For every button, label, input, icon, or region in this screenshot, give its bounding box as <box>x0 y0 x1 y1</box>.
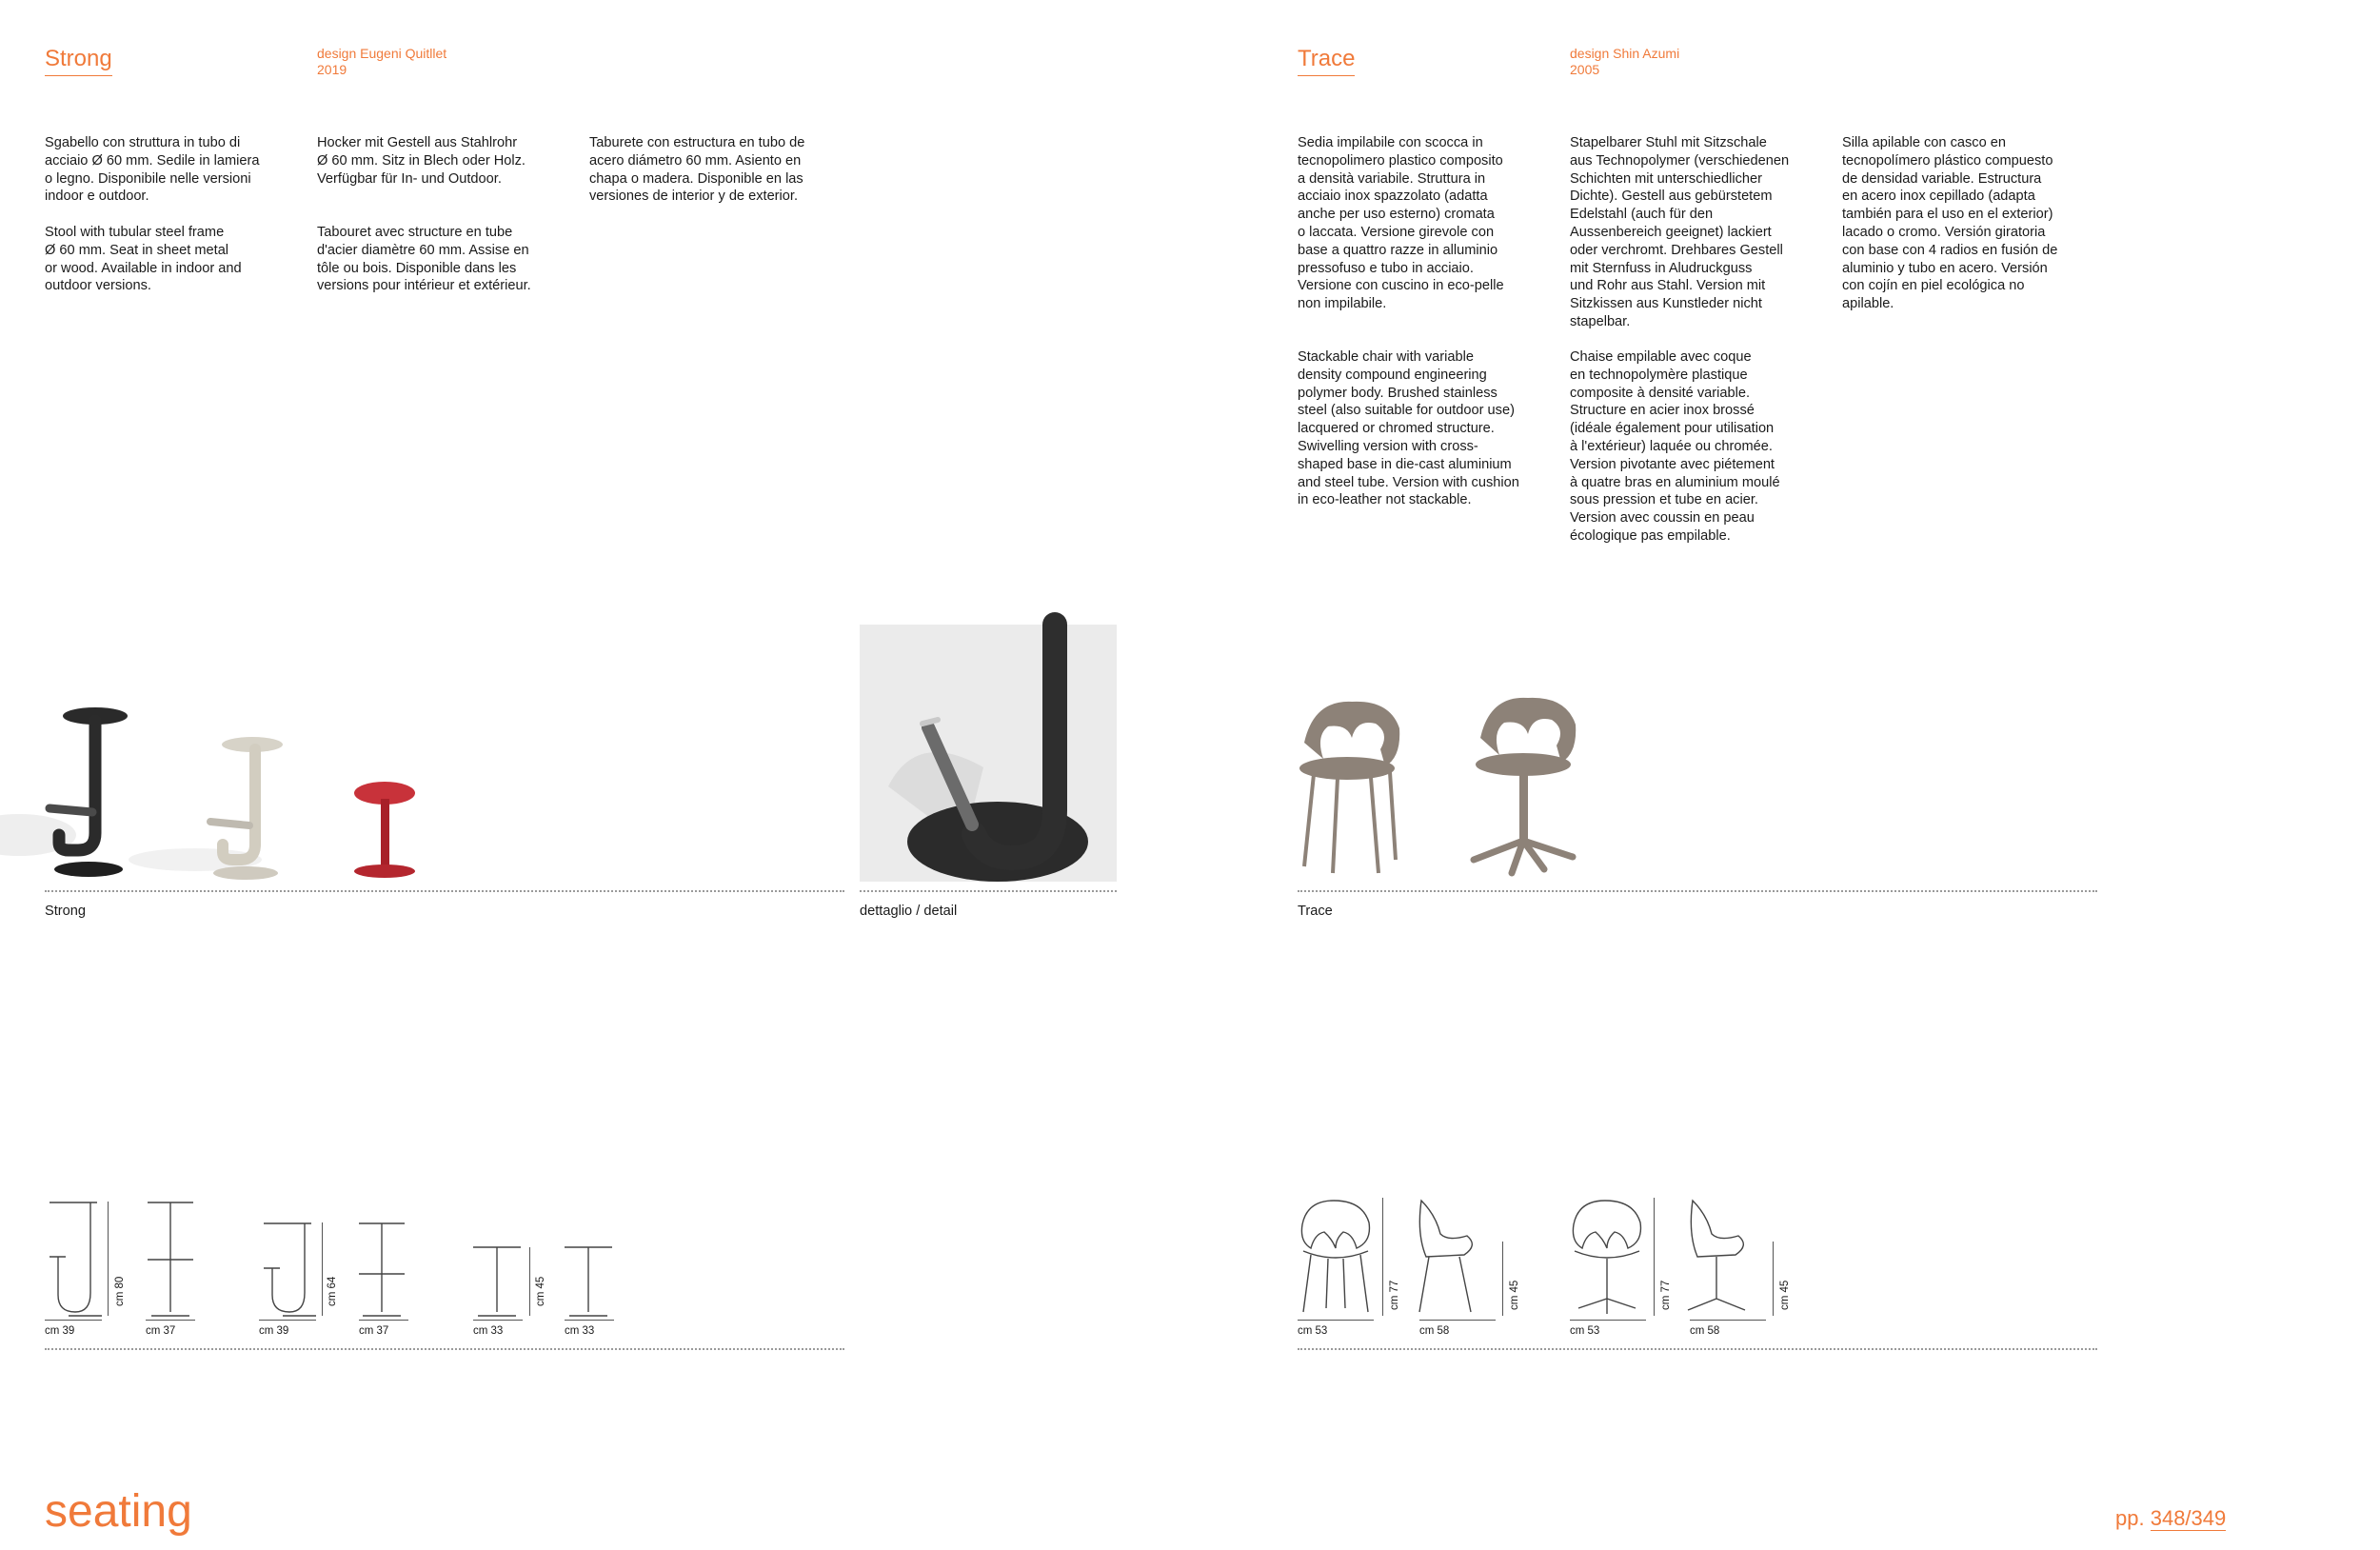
dim-line <box>146 1320 195 1321</box>
trace-photo-divider <box>1298 890 2097 892</box>
dim-height: cm 45 <box>535 1276 546 1306</box>
description-fr: Tabouret avec structure en tube d'acier diamètre 60 mm. Assise en tôle ou bois. Disponible dans les versions pour intérieur et extérieur. <box>317 225 531 294</box>
design-year: 2019 <box>317 62 347 77</box>
pages-range: 348/349 <box>2150 1506 2227 1530</box>
product-title: Trace <box>1298 46 1355 76</box>
trace-technical-drawings <box>1298 1196 1812 1320</box>
description-de: Stapelbarer Stuhl mit Sitzschale aus Technopolymer (verschiedenen Schichten mit unterschiedlicher Dichte). Gestell aus gebürstetem Edelstahl (auch für den Aussenbereich geeignet) lackiert oder verchromt. Drehbares Gestell mit Sternfuss in Aludruckguss und Rohr aus Stahl. Version mit Sitzkissen aus Kunstleder nicht stapelbar. <box>1570 135 1790 329</box>
dim-depth: cm 58 <box>1690 1325 1720 1337</box>
strong-detail-photo <box>860 625 1117 882</box>
dim-height: cm 77 <box>1389 1280 1400 1310</box>
dim-depth: cm 37 <box>146 1325 176 1337</box>
description-es: Silla apilable con casco en tecnopolímero plástico compuesto de densidad variable. Estructura en acero inox cepillado (adapta también para el uso en el exterior) lacado o cromo. Versión giratoria con base con 4 radios en fusión de aluminio y tubo en acero. Versión con cojín en piel ecológica no apilable. <box>1842 135 2058 312</box>
trace-title-block <box>1298 46 1355 76</box>
trace-chairs-photo <box>1295 690 1599 881</box>
photo-caption-strong: Strong <box>45 904 86 919</box>
dim-depth: cm 33 <box>565 1325 595 1337</box>
description-it: Sgabello con struttura in tubo di acciaio Ø 60 mm. Sedile in lamiera o legno. Disponibile nelle versioni indoor e outdoor. <box>45 135 260 205</box>
strong-drawings-divider <box>45 1348 844 1350</box>
page-numbers <box>2115 1506 2226 1531</box>
description-en: Stackable chair with variable density compound engineering polymer body. Brushed stainless steel (also suitable for outdoor use) lacquered or chromed structure. Swivelling version with cross- shaped base in die-cast aluminium and steel tube. Version with cushion in eco-leather not stackable. <box>1298 349 1519 508</box>
dim-line <box>1654 1198 1655 1316</box>
dim-line <box>322 1222 323 1316</box>
dim-height: cm 80 <box>114 1276 126 1306</box>
dim-depth: cm 37 <box>359 1325 389 1337</box>
detail-photo-divider <box>860 890 1117 892</box>
dim-height: cm 77 <box>1660 1280 1672 1310</box>
strong-stools-photo <box>0 700 428 890</box>
dim-line <box>529 1247 530 1316</box>
dim-line <box>1298 1320 1374 1321</box>
dim-width: cm 53 <box>1298 1325 1328 1337</box>
description-es: Taburete con estructura en tubo de acero diámetro 60 mm. Asiento en chapa o madera. Disponible en las versiones de interior y de exterior. <box>589 135 805 205</box>
photo-caption-trace: Trace <box>1298 904 1333 919</box>
dim-width: cm 53 <box>1570 1325 1600 1337</box>
dim-height: cm 64 <box>327 1276 338 1306</box>
dim-line <box>259 1320 316 1321</box>
section-title: seating <box>45 1486 192 1537</box>
designer-name: design Eugeni Quitllet <box>317 46 447 61</box>
description-en: Stool with tubular steel frame Ø 60 mm. Seat in sheet metal or wood. Available in indoor and outdoor versions. <box>45 225 242 294</box>
dim-line <box>108 1202 109 1316</box>
description-it: Sedia impilabile con scocca in tecnopolimero plastico composito a densità variabile. Struttura in acciaio inox spazzolato (adatta anche per uso esterno) cromata o laccata. Versione girevole con base a quattro razze in alluminio pressofuso e tubo in acciaio. Versione con cuscino in eco-pelle non impilabile. <box>1298 135 1504 312</box>
strong-title-block <box>45 46 112 76</box>
dim-width: cm 33 <box>473 1325 504 1337</box>
dim-seat-height: cm 45 <box>1779 1280 1791 1310</box>
pages-prefix: pp. <box>2115 1506 2145 1530</box>
designer-block <box>317 46 446 78</box>
dim-line <box>1690 1320 1766 1321</box>
detail-illustration <box>860 625 1117 882</box>
dim-depth: cm 58 <box>1419 1325 1450 1337</box>
dim-width: cm 39 <box>45 1325 75 1337</box>
dim-width: cm 39 <box>259 1325 289 1337</box>
photo-caption-detail: dettaglio / detail <box>860 904 958 919</box>
dim-line <box>1773 1242 1774 1316</box>
description-fr: Chaise empilable avec coque en technopolymère plastique composite à densité variable. Structure en acier inox brossé (idéale également pour utilisation à l'extérieur) laquée ou chromée. Version pivotante avec piétement à quatre bras en aluminium moulé sous pression et tube en acier. Version avec coussin en peau écologique pas empilable. <box>1570 349 1780 544</box>
description-de: Hocker mit Gestell aus Stahlrohr Ø 60 mm. Sitz in Blech oder Holz. Verfügbar für In- und Outdoor. <box>317 135 526 187</box>
dim-seat-height: cm 45 <box>1509 1280 1520 1310</box>
product-title: Strong <box>45 46 112 76</box>
dim-line <box>359 1320 408 1321</box>
trace-drawings-divider <box>1298 1348 2097 1350</box>
dim-line <box>1570 1320 1646 1321</box>
strong-photo-divider <box>45 890 844 892</box>
dim-line <box>565 1320 614 1321</box>
dim-line <box>1419 1320 1496 1321</box>
dim-line <box>45 1320 102 1321</box>
dim-line <box>1382 1198 1383 1316</box>
dim-line <box>1502 1242 1503 1316</box>
designer-name: design Shin Azumi <box>1570 46 1680 61</box>
designer-block <box>1570 46 1679 78</box>
dim-line <box>473 1320 523 1321</box>
design-year: 2005 <box>1570 62 1600 77</box>
